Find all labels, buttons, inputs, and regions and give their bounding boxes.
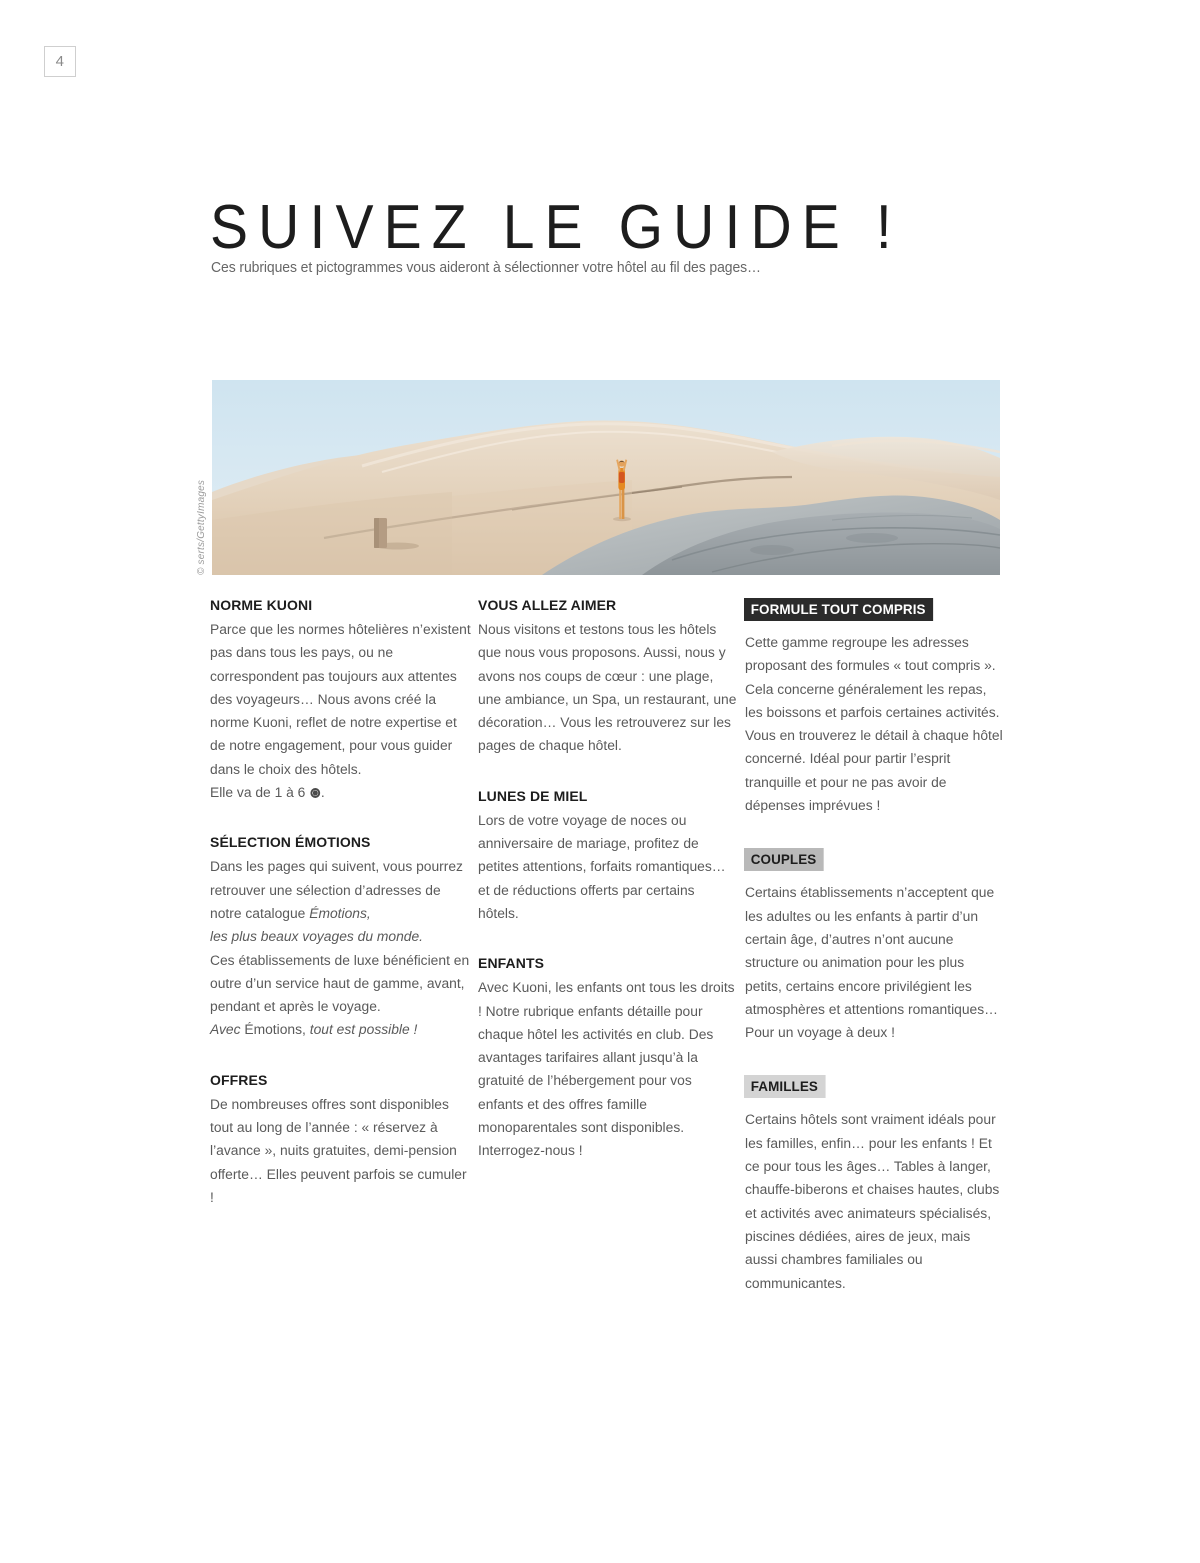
- section-body-couples: Certains établissements n’acceptent que les adultes ou les enfants à partir d’un certain âge, d’autres n’ont aucune structure ou animation pour les plus petits, certains encore privilégient les atmosphères et attentions romantiques… Pour un voyage à deux !: [745, 885, 998, 1042]
- page-title: SUIVEZ LE GUIDE !: [210, 192, 902, 262]
- section-body-familles: Certains hôtels sont vraiment idéals pour les familles, enfin… pour les enfants ! Et ce pour tous les âges… Tables à langer, chauffe-biberons et chaises hautes, clubs et activités avec animateurs spécialisés, piscines dédiées, aires de jeux, mais aussi chambres familiales ou communicantes.: [745, 1112, 1000, 1292]
- section-body-offres: De nombreuses offres sont disponibles tout au long de l’année : « réservez à l’avance », nuits gratuites, demi-pension offerte… Elles peuvent parfois se cumuler !: [210, 1096, 467, 1206]
- section-body-vous-allez-aimer: Nous visitons et testons tous les hôtels que nous vous proposons. Aussi, nous y avons nos coups de cœur : une plage, une ambiance, un Spa, un restaurant, une décoration… Vous les retrouverez sur les pages de chaque hôtel.: [478, 622, 737, 755]
- section-body-lunes-de-miel: Lors de votre voyage de noces ou anniversaire de mariage, profitez de petites attentions, forfaits romantiques… et de réductions offerts par certains hôtels.: [478, 812, 726, 922]
- section-heading-formule-tout-compris: FORMULE TOUT COMPRIS: [744, 598, 933, 621]
- section-offres: [210, 1073, 478, 1210]
- section-heading-offres: OFFRES: [210, 1071, 268, 1088]
- section-heading-norme-kuoni: NORME KUONI: [210, 597, 313, 613]
- section-familles: [745, 1075, 1010, 1295]
- section-heading-familles: FAMILLES: [744, 1075, 826, 1098]
- section-body-selection-emotions: Dans les pages qui suivent, vous pourrez retrouver une sélection d’adresses de notre catalogue Émotions, les plus beaux voyages du monde. Ces établissements de luxe bénéficient en outre d’un service haut de gamme, avant, pendant et après le voyage. Avec Émotions, tout est possible !: [210, 859, 470, 1039]
- section-enfants: [478, 956, 745, 1163]
- section-heading-enfants: ENFANTS: [478, 955, 545, 972]
- column-2: [478, 598, 745, 1296]
- page-subtitle: Ces rubriques et pictogrammes vous aideront à sélectionner votre hôtel au fil des pages…: [211, 259, 761, 276]
- column-1: [210, 598, 478, 1296]
- section-norme-kuoni: [210, 598, 478, 805]
- section-body-formule-tout-compris: Cette gamme regroupe les adresses proposant des formules « tout compris ». Cela concerne généralement les repas, les boissons et parfois certaines activités. Vous en trouverez le détail à chaque hôtel concerné. Idéal pour partir l’esprit tranquille et pour ne pas avoir de dépenses imprévues !: [745, 635, 1003, 815]
- hero-image: [212, 380, 1000, 575]
- section-body-norme-kuoni: Parce que les normes hôtelières n’existent pas dans tous les pays, ou ne correspondent pas toujours aux attentes des voyageurs… Nous avons créé la norme Kuoni, reflet de notre expertise et de notre engagement, pour vous guider dans le choix des hôtels. Elle va de 1 à 6 .: [210, 622, 471, 802]
- column-3: [745, 598, 1010, 1296]
- section-selection-emotions: [210, 835, 478, 1042]
- page-number: 4: [44, 46, 76, 77]
- section-lunes-de-miel: [478, 789, 745, 926]
- section-couples: [745, 848, 1010, 1045]
- desert-dune-illustration: [212, 380, 1000, 575]
- content-columns: [210, 598, 1010, 1296]
- section-body-enfants: Avec Kuoni, les enfants ont tous les droits ! Notre rubrique enfants détaille pour chaque hôtel les activités en club. Des avantages tarifaires allant jusqu’à la gratuité de l’hébergement pour vos enfants et des offres famille monoparentales sont disponibles. Interrogez-nous !: [478, 980, 735, 1160]
- section-heading-lunes-de-miel: LUNES DE MIEL: [478, 787, 588, 804]
- bullseye-icon: [310, 788, 320, 798]
- section-heading-selection-emotions: SÉLECTION ÉMOTIONS: [210, 834, 371, 851]
- section-formule-tout-compris: [745, 598, 1010, 818]
- section-heading-couples: COUPLES: [744, 848, 824, 871]
- section-vous-allez-aimer: [478, 598, 745, 759]
- photo-credit: © serts/GettyImages: [196, 479, 207, 575]
- section-heading-vous-allez-aimer: VOUS ALLEZ AIMER: [478, 597, 617, 613]
